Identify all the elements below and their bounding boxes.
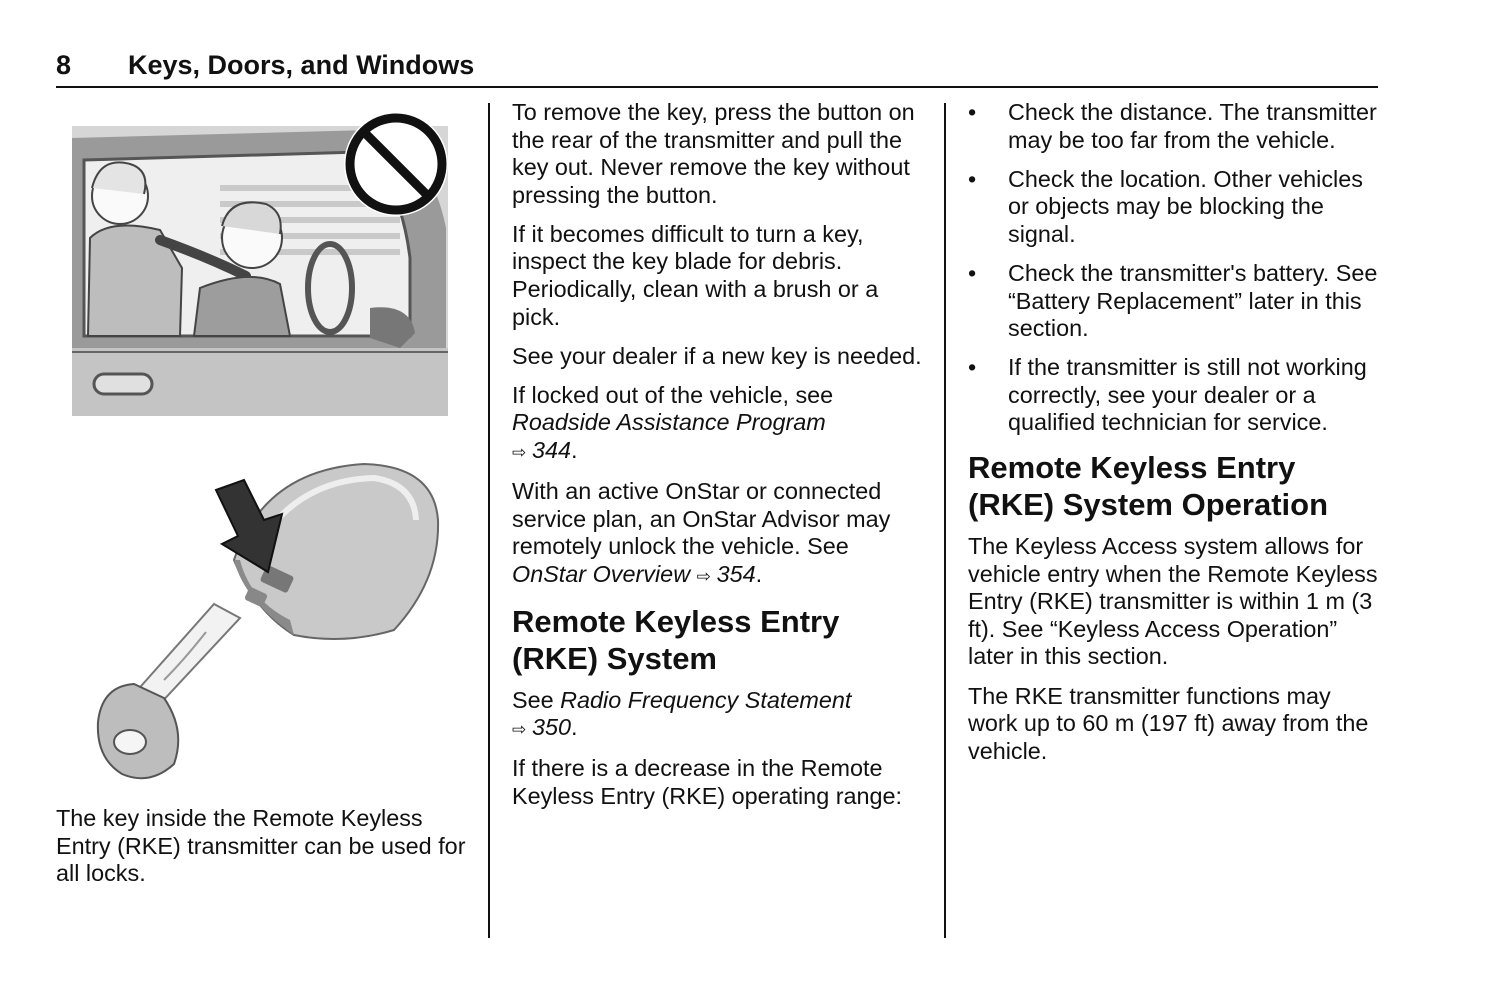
radio-frequency-link[interactable]: Radio Frequency Statement: [560, 686, 852, 713]
page-header: [56, 50, 1378, 88]
locked-out-text: If locked out of the vehicle, see: [512, 381, 834, 408]
column-3: [968, 99, 1378, 777]
bullet-icon: •: [968, 259, 977, 286]
paragraph-remove-key: To remove the key, press the button on the rear of the transmitter and pull the key out. Never remove the key without pressing the button.: [512, 99, 915, 208]
paragraph-onstar: With an active OnStar or connected service plan, an OnStar Advisor may remotely unlock the vehicle. See OnStar Overview ⇨ 354.: [512, 478, 922, 590]
paragraph-locked-out: If locked out of the vehicle, see Roadside Assistance Program ⇨ 344.: [512, 382, 922, 467]
troubleshooting-list: [968, 99, 1378, 437]
paragraph-new-key: See your dealer if a new key is needed.: [512, 342, 922, 369]
paragraph-decrease-range: If there is a decrease in the Remote Keyless Entry (RKE) operating range:: [512, 755, 903, 809]
column-divider-1: [488, 103, 490, 938]
children-in-vehicle-illustration: [70, 108, 454, 418]
column-1: [56, 805, 476, 899]
radio-frequency-text: See: [512, 686, 554, 713]
figure-caption: The key inside the Remote Keyless Entry (RKE) transmitter can be used for all locks.: [56, 805, 466, 887]
onstar-overview-page[interactable]: 354: [716, 560, 756, 587]
bullet-icon: •: [968, 165, 977, 192]
bullet-icon: •: [968, 99, 977, 125]
list-item: • Check the location. Other vehicles or objects may be blocking the signal.: [968, 165, 1363, 247]
page-number: 8: [56, 50, 72, 80]
page-reference-icon: ⇨: [696, 566, 711, 586]
paragraph-difficult-key: If it becomes difficult to turn a key, inspect the key blade for debris. Periodically, clean with a brush or a pick.: [512, 220, 879, 330]
section-heading-rke-operation: Remote Keyless Entry (RKE) System Operation: [968, 450, 1329, 523]
bullet-icon: •: [968, 354, 977, 381]
radio-frequency-page[interactable]: 350: [532, 714, 572, 741]
page-reference-icon: ⇨: [512, 720, 527, 740]
paragraph-keyless-access: The Keyless Access system allows for vehicle entry when the Remote Keyless Entry (RKE) transmitter is within 1 m (3 ft). See “Keyless Access Operation” later in this section.: [968, 533, 1378, 670]
section-heading-rke-system: Remote Keyless Entry (RKE) System: [512, 603, 840, 676]
paragraph-radio-frequency: See Radio Frequency Statement ⇨ 350.: [512, 687, 922, 744]
onstar-overview-link[interactable]: OnStar Overview: [512, 560, 691, 587]
paragraph-rke-range: The RKE transmitter functions may work up to 60 m (197 ft) away from the vehicle.: [968, 682, 1369, 764]
list-item: • Check the distance. The transmitter may be too far from the vehicle.: [968, 99, 1377, 153]
roadside-assistance-link[interactable]: Roadside Assistance Program: [512, 409, 826, 436]
onstar-text: With an active OnStar or connected service plan, an OnStar Advisor may remotely unlock the vehicle. See: [512, 478, 891, 560]
list-item: • If the transmitter is still not working correctly, see your dealer or a qualified technician for service.: [968, 354, 1367, 436]
list-item: • Check the transmitter's battery. See “Battery Replacement” later in this section.: [968, 259, 1378, 342]
key-transmitter-illustration: [94, 460, 440, 790]
page-title: Keys, Doors, and Windows: [128, 50, 475, 80]
column-divider-2: [944, 103, 946, 938]
roadside-assistance-page[interactable]: 344: [532, 437, 572, 464]
page-reference-icon: ⇨: [512, 443, 527, 463]
column-2: [512, 99, 922, 822]
